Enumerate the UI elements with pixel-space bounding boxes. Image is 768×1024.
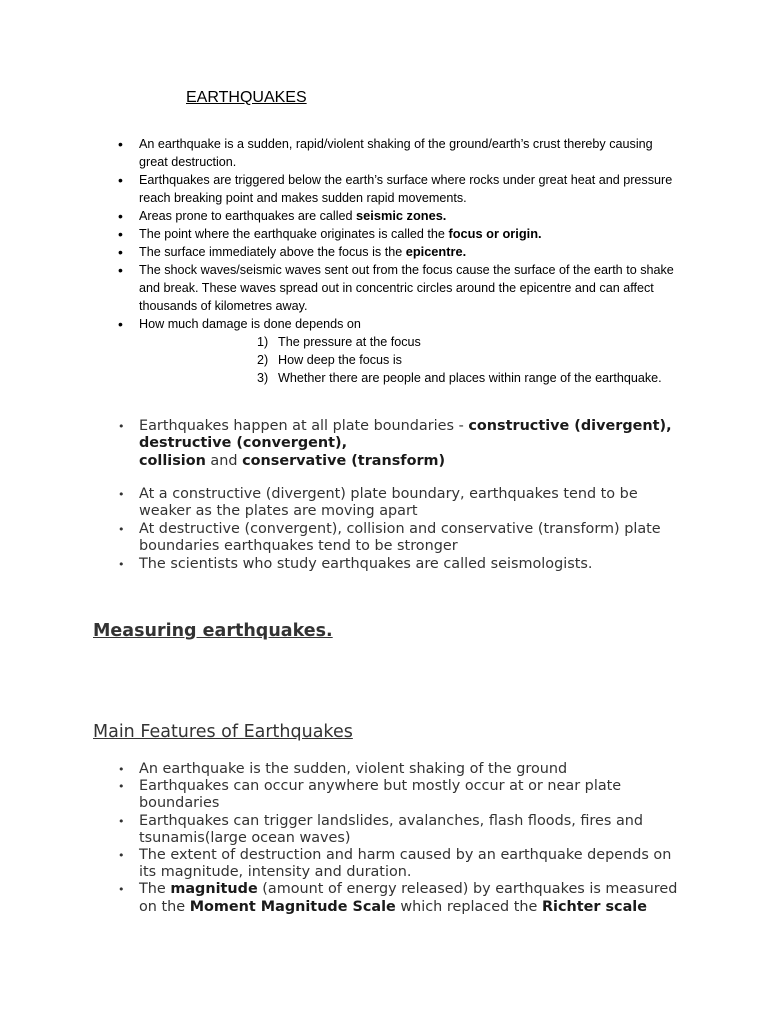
section-heading-features: Main Features of Earthquakes	[93, 722, 353, 742]
bold-term: magnitude	[170, 881, 258, 898]
list-item-text: The surface immediately above the focus is the	[139, 245, 406, 259]
list-item	[118, 778, 678, 812]
list-item-text: Earthquakes are triggered below the earth’s surface where rocks under great heat and pressure reach breaking point and makes sudden rapid movements.	[139, 173, 673, 205]
list-item-text: An earthquake is the sudden, violent shaking of the ground	[139, 761, 568, 777]
list-item-text: The shock waves/seismic waves sent out from the focus cause the surface of the earth to shake and break. These waves spread out in concentric circles around the epicentre and can affect thousands of kilometres away.	[139, 263, 674, 313]
item-number: 1)	[257, 335, 269, 349]
list-item-text: At destructive (convergent), collision and conservative (transform) plate boundaries earthquakes tend to be stronger	[139, 520, 661, 555]
numbered-item	[257, 351, 678, 369]
list-item-text: Earthquakes can trigger landslides, avalanches, flash floods, fires and tsunamis(large ocean waves)	[139, 812, 644, 846]
list-item	[118, 521, 678, 556]
list-item-text: Earthquakes can occur anywhere but mostly occur at or near plate boundaries	[139, 778, 622, 812]
list-item	[118, 225, 678, 243]
list-item-text: Areas prone to earthquakes are called	[139, 209, 357, 223]
list-item-text: The scientists who study earthquakes are called seismologists.	[139, 555, 593, 572]
plate-boundaries-list	[118, 418, 678, 470]
list-item	[118, 243, 678, 261]
list-item	[118, 486, 678, 521]
list-item-text: The	[139, 881, 171, 898]
damage-factors-list	[139, 333, 678, 387]
bold-term: Moment Magnitude Scale	[189, 898, 396, 915]
list-item-text: (amount of energy released) by earthquakes is measured on the	[139, 881, 678, 915]
list-item-text: An earthquake is a sudden, rapid/violent shaking of the ground/earth’s crust thereby causing great destruction.	[139, 137, 653, 169]
bold-term: epicentre.	[405, 244, 467, 259]
numbered-item	[257, 369, 678, 387]
list-item	[118, 761, 678, 778]
list-item-text: The extent of destruction and harm caused by an earthquake depends on its magnitude, intensity and duration.	[139, 847, 672, 881]
list-item-text: How much damage is done depends on	[139, 317, 361, 331]
item-number: 3)	[257, 371, 269, 385]
item-number: 2)	[257, 353, 269, 367]
intro-list	[118, 135, 678, 387]
bold-term: seismic zones.	[356, 208, 447, 223]
list-item	[118, 881, 678, 915]
list-item	[118, 315, 678, 387]
numbered-item-text: The pressure at the focus	[278, 335, 421, 349]
numbered-item-text: Whether there are people and places within range of the earthquake.	[278, 371, 662, 385]
numbered-item	[257, 333, 678, 351]
page-title: EARTHQUAKES	[186, 89, 307, 106]
list-item-text: Earthquakes happen at all plate boundaries -	[139, 418, 469, 434]
bold-term: collision	[139, 452, 206, 469]
bold-term: focus or origin.	[448, 226, 542, 241]
list-item	[118, 261, 678, 315]
bold-term: conservative (transform)	[242, 452, 446, 469]
list-item-text: At a constructive (divergent) plate boundary, earthquakes tend to be weaker as the plates are moving apart	[139, 486, 638, 520]
list-item	[118, 171, 678, 207]
boundary-strength-list	[118, 486, 678, 573]
list-item-text: which replaced the	[395, 898, 542, 915]
bold-term: Richter scale	[541, 898, 647, 915]
list-item	[118, 418, 678, 470]
list-item-text: The point where the earthquake originates is called the	[139, 227, 449, 241]
section-heading-measuring: Measuring earthquakes.	[93, 621, 333, 641]
list-item	[118, 207, 678, 225]
numbered-item-text: How deep the focus is	[278, 353, 402, 367]
list-item	[118, 135, 678, 171]
features-list	[118, 761, 678, 916]
bold-term: constructive (divergent), destructive (convergent),	[139, 418, 672, 452]
list-item	[118, 556, 678, 573]
list-item-text: and	[205, 452, 243, 469]
list-item	[118, 813, 678, 847]
list-item	[118, 847, 678, 881]
